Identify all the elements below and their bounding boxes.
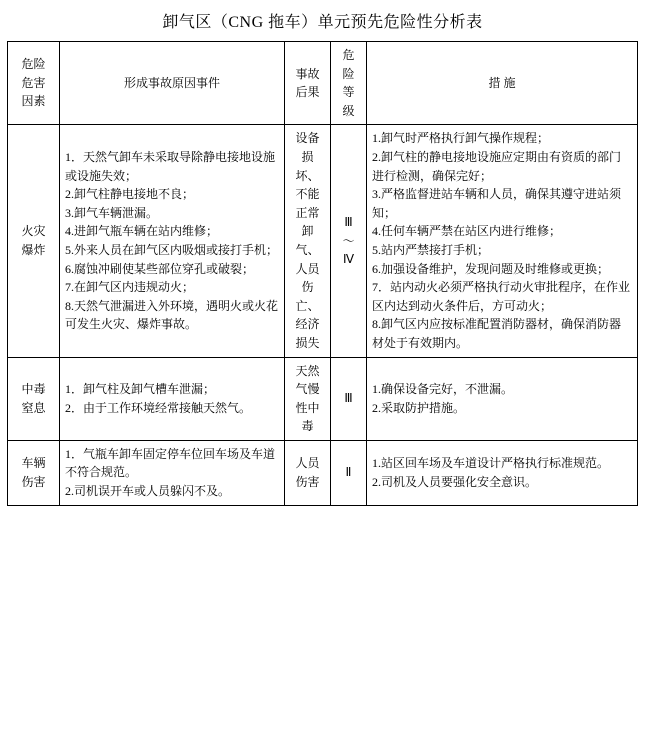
result-line: 正常 <box>295 205 320 220</box>
cause-item: 3.卸气车辆泄漏。 <box>65 205 159 220</box>
cell-risk-level <box>331 125 367 357</box>
header-hazard-factor-line-3: 因素 <box>21 94 46 109</box>
cause-item: 1．天然气卸车未采取导除静电接地设施或设施失效； <box>65 149 276 183</box>
header-accident-result-line-1: 事故 <box>295 66 320 81</box>
result-line: 损 <box>301 149 314 164</box>
hazard-factor-line-2: 伤害 <box>21 474 46 489</box>
cause-item: 4.进卸气瓶车辆在站内维修； <box>65 224 219 239</box>
cell-measures <box>367 357 638 440</box>
risk-level-line: ～ <box>342 233 355 248</box>
table-row <box>8 357 638 440</box>
result-line: 不能 <box>295 187 320 202</box>
cell-measures <box>367 440 638 505</box>
cell-accident-result <box>285 357 331 440</box>
result-line: 坏、 <box>295 168 320 183</box>
hazard-factor-line-1: 车辆 <box>21 456 46 471</box>
measure-item: 2.司机及人员要强化安全意识。 <box>372 474 538 489</box>
measure-item: 1.确保设备完好，不泄漏。 <box>372 382 514 397</box>
result-line: 伤害 <box>295 474 320 489</box>
hazard-factor-line-1: 中毒 <box>21 382 46 397</box>
cause-item: 2．由于工作环境经常接触天然气。 <box>65 400 252 415</box>
cell-risk-level <box>331 357 367 440</box>
cause-item: 1．卸气柱及卸气槽车泄漏； <box>65 382 216 397</box>
result-line: 伤 <box>301 280 314 295</box>
result-line: 气慢 <box>295 382 320 397</box>
cell-risk-level <box>331 440 367 505</box>
header-hazard-factor-line-1: 危险 <box>21 57 46 72</box>
hazard-factor-line-2: 爆炸 <box>21 242 46 257</box>
cell-hazard-factor <box>8 357 60 440</box>
risk-level-line: Ⅳ <box>342 252 355 267</box>
measure-item: 7．站内动火必须严格执行动火审批程序，在作业区内达到动火条件后，方可动火； <box>372 280 631 313</box>
header-accident-result <box>285 42 331 125</box>
risk-level-line: Ⅲ <box>344 391 353 406</box>
measure-item: 1.站区回车场及车道设计严格执行标准规范。 <box>372 456 610 471</box>
header-risk-level-line-1: 危 <box>342 48 355 62</box>
result-line: 卸 <box>301 224 314 239</box>
measure-item: 4.任何车辆严禁在站区内进行维修； <box>372 224 562 239</box>
result-line: 损失 <box>295 335 320 350</box>
header-risk-level-line-2: 险 <box>342 66 355 81</box>
result-line: 性中 <box>295 400 320 415</box>
cause-item: 1．气瓶车卸车固定停车位回车场及车道不符合规范。 <box>65 446 276 480</box>
cell-measures <box>367 125 638 357</box>
result-line: 天然 <box>295 363 320 378</box>
measure-item: 8.卸气区内应按标准配置消防器材，确保消防器材处于有效期内。 <box>372 317 622 350</box>
cell-cause-event <box>60 125 285 357</box>
measure-item: 6.加强设备维护，发现问题及时维修或更换； <box>372 261 610 276</box>
cell-accident-result <box>285 440 331 505</box>
result-line: 毒 <box>301 419 314 434</box>
table-header <box>8 42 638 125</box>
table-row <box>8 125 638 357</box>
hazard-analysis-table <box>7 41 638 506</box>
cell-accident-result <box>285 125 331 357</box>
result-line: 经济 <box>295 317 320 332</box>
measure-item: 5.站内严禁接打手机； <box>372 242 490 257</box>
cause-item: 5.外来人员在卸气区内吸烟或接打手机； <box>65 242 279 257</box>
measure-item: 2.卸气柱的静电接地设施应定期由有资质的部门进行检测，确保完好； <box>372 149 622 183</box>
measure-item: 3.严格监督进站车辆和人员，确保其遵守进站须知； <box>372 187 622 220</box>
cell-hazard-factor <box>8 440 60 505</box>
risk-level-line: Ⅲ <box>344 215 353 230</box>
header-risk-level <box>331 42 367 125</box>
result-line: 人员 <box>295 261 320 276</box>
cause-item: 7.在卸气区内违规动火； <box>65 280 195 295</box>
header-accident-result-line-2: 后果 <box>295 85 320 100</box>
risk-level-line: Ⅱ <box>345 465 352 480</box>
header-hazard-factor-line-2: 危害 <box>21 75 46 90</box>
header-risk-level-line-4: 级 <box>342 103 355 118</box>
header-measures: 措 施 <box>367 42 638 125</box>
header-hazard-factor <box>8 42 60 125</box>
measure-item: 1.卸气时严格执行卸气操作规程； <box>372 131 550 146</box>
header-risk-level-line-3: 等 <box>342 85 355 100</box>
table-body <box>8 125 638 505</box>
cause-item: 6.腐蚀冲刷使某些部位穿孔或破裂； <box>65 261 255 276</box>
measure-item: 2.采取防护措施。 <box>372 400 466 415</box>
result-line: 人员 <box>295 456 320 471</box>
cell-cause-event <box>60 440 285 505</box>
page-title: 卸气区（CNG 拖车）单元预先危险性分析表 <box>162 14 483 31</box>
cause-item: 2.司机误开车或人员躲闪不及。 <box>65 484 231 499</box>
result-line: 亡、 <box>295 298 320 313</box>
cause-item: 8.天然气泄漏进入外环境，遇明火或火花可发生火灾、爆炸事故。 <box>65 298 279 332</box>
header-cause-event: 形成事故原因事件 <box>60 42 285 125</box>
hazard-factor-line-2: 窒息 <box>21 400 46 415</box>
result-line: 气、 <box>295 242 320 257</box>
hazard-factor-line-1: 火灾 <box>21 224 46 239</box>
cause-item: 2.卸气柱静电接地不良； <box>65 187 195 202</box>
table-header-row <box>8 42 638 125</box>
result-line: 设备 <box>295 131 320 146</box>
cell-cause-event <box>60 357 285 440</box>
cell-hazard-factor <box>8 125 60 357</box>
table-row <box>8 440 638 505</box>
